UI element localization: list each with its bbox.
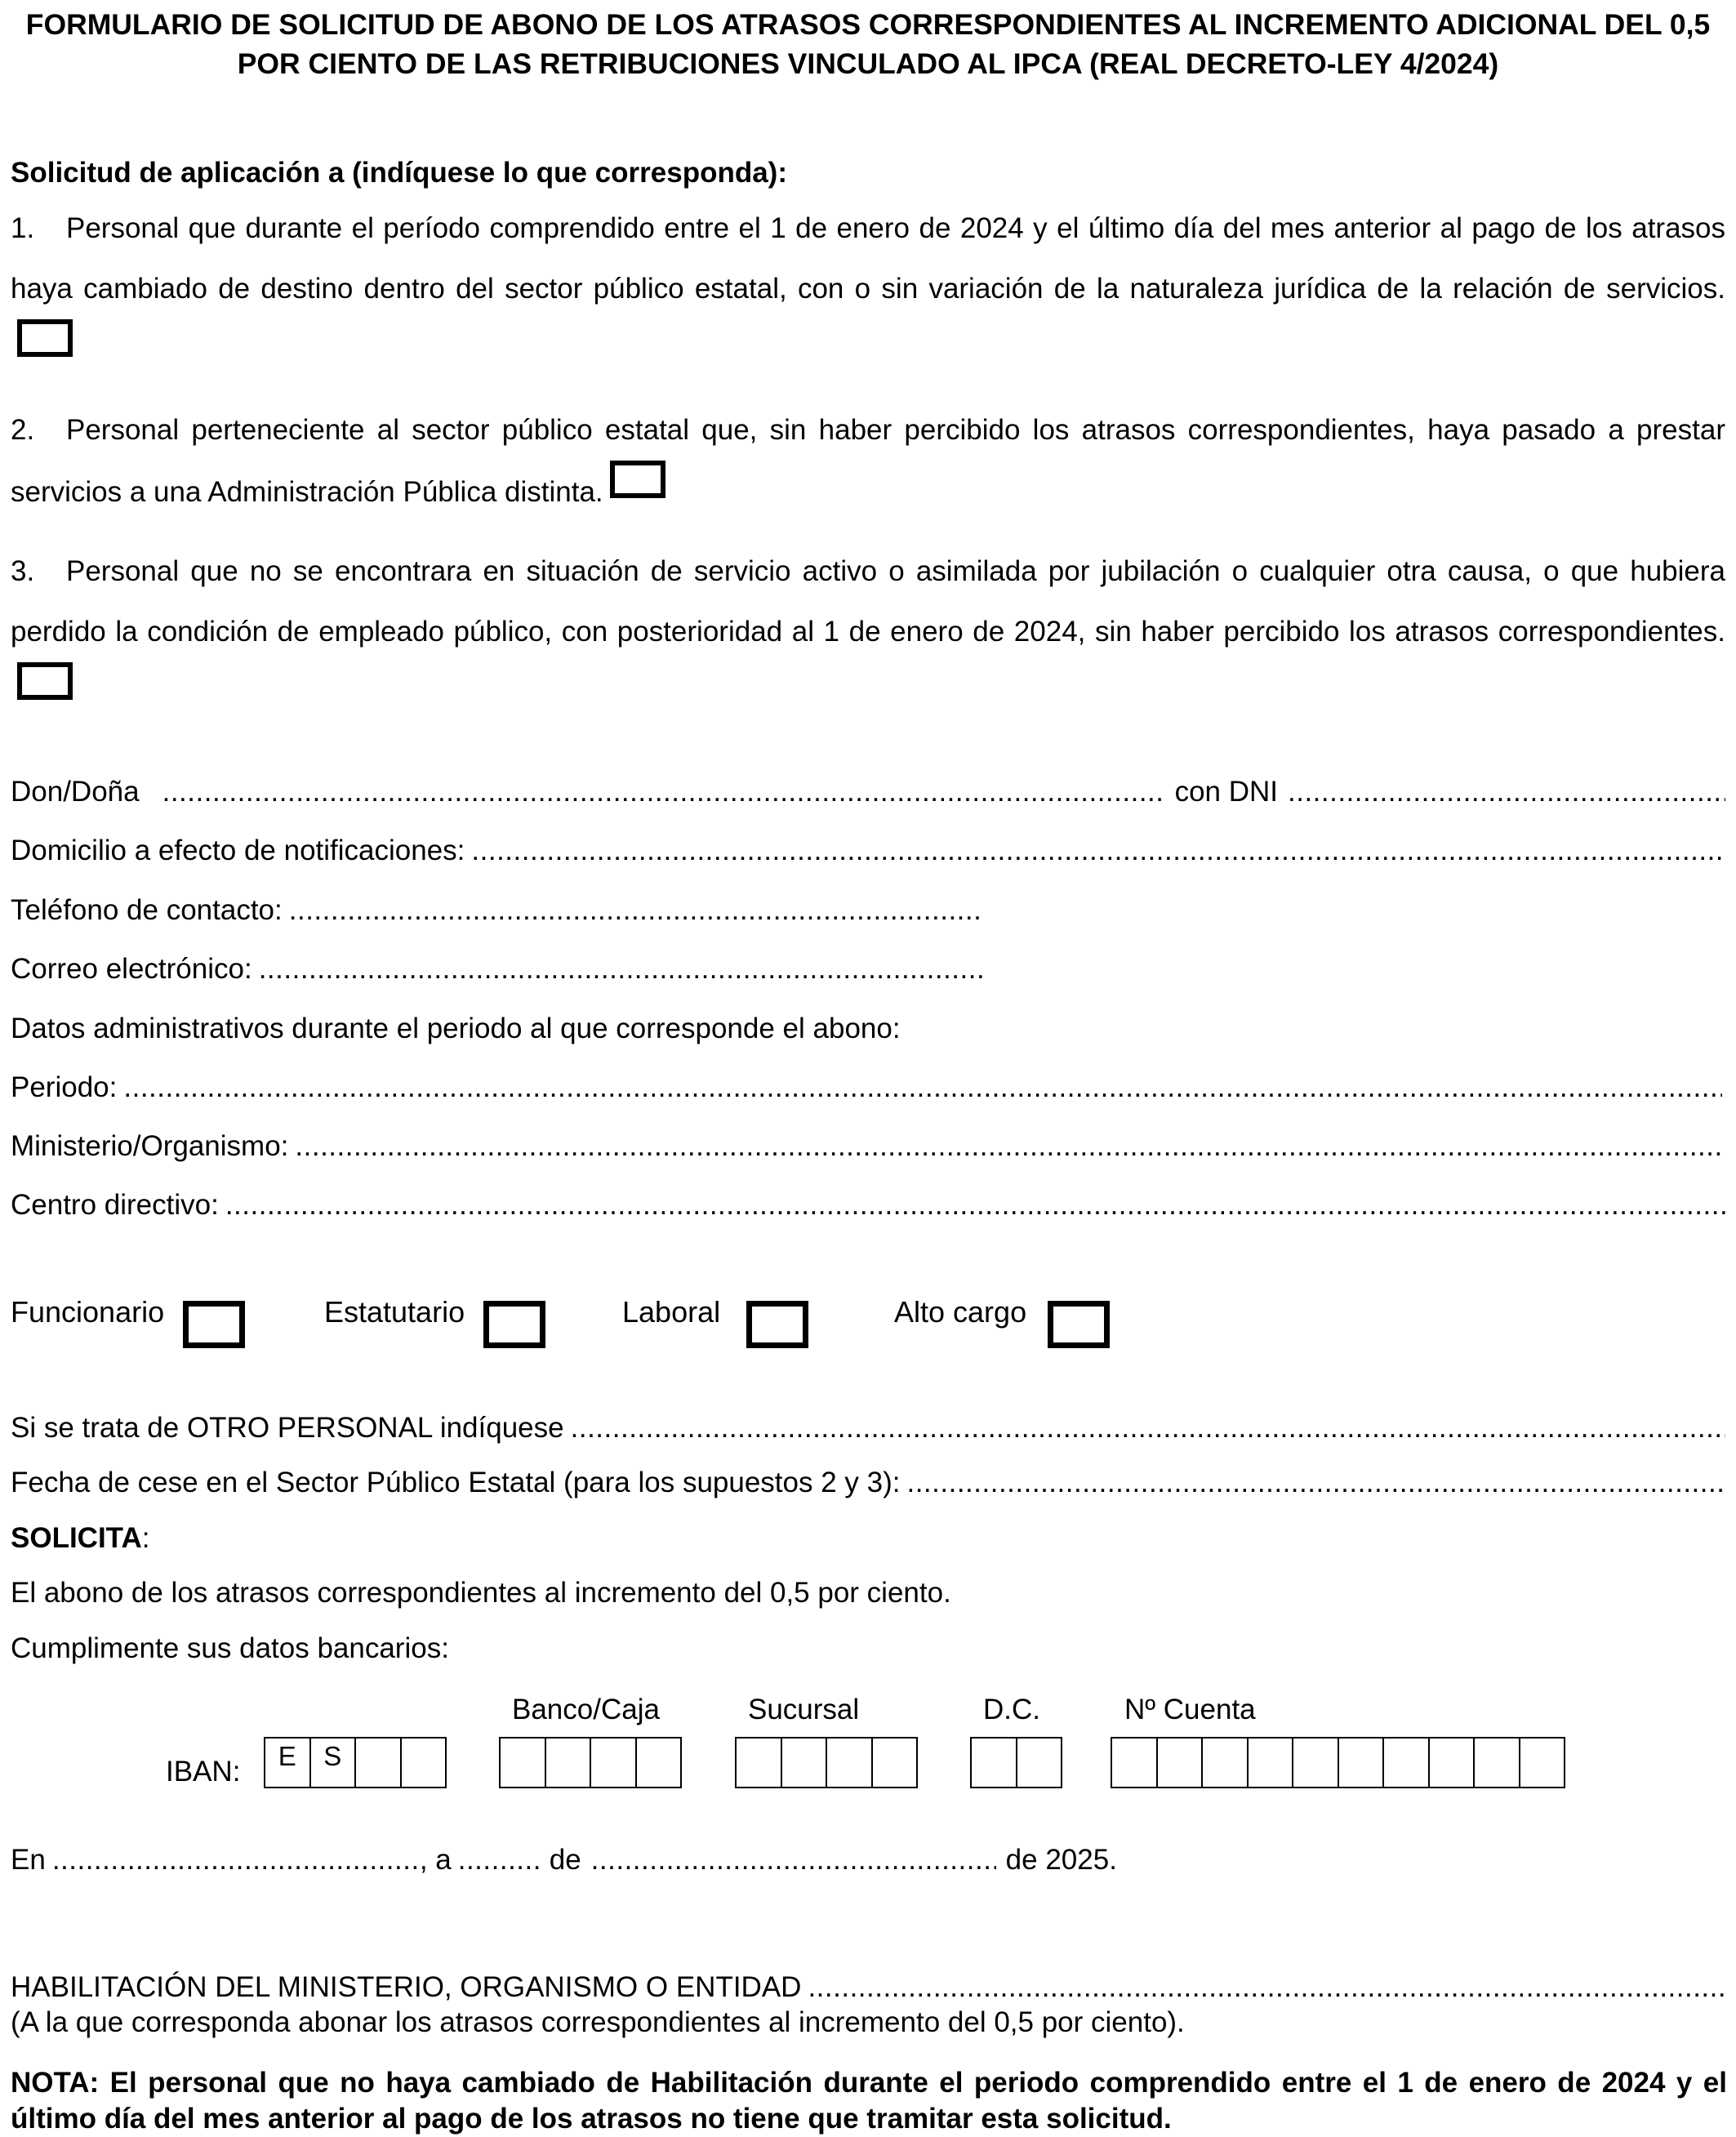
- other-staff-label: Si se trata de OTRO PERSONAL indíquese: [11, 1412, 564, 1444]
- iban-cell[interactable]: E: [264, 1737, 311, 1788]
- period-label: Periodo:: [11, 1071, 118, 1103]
- center-field[interactable]: [225, 1187, 1725, 1223]
- day-field[interactable]: [458, 1842, 540, 1878]
- cessation-label: Fecha de cese en el Sector Público Estatal (para los supuestos 2 y 3):: [11, 1467, 901, 1498]
- account-cell[interactable]: [1338, 1737, 1385, 1788]
- solicita-colon: :: [141, 1522, 150, 1554]
- bank-cell[interactable]: [545, 1737, 592, 1788]
- address-field[interactable]: [471, 833, 1725, 869]
- account-cell[interactable]: [1247, 1737, 1294, 1788]
- account-cell[interactable]: [1201, 1737, 1249, 1788]
- bank-header: Banco/Caja: [512, 1694, 660, 1725]
- option-1-number: 1.: [11, 212, 35, 244]
- account-cell[interactable]: [1156, 1737, 1204, 1788]
- dc-header: D.C.: [983, 1694, 1040, 1725]
- month-field[interactable]: [591, 1842, 996, 1878]
- phone-label: Teléfono de contacto:: [11, 894, 283, 926]
- other-staff-field[interactable]: [571, 1410, 1725, 1446]
- branch-cell[interactable]: [735, 1737, 782, 1788]
- option-3-text: Personal que no se encontrara en situación de servicio activo o asimilada por jubilación o cualquier otra causa, o que hubiera perdido la condición de empleado público, con posterioridad al 1 de enero de 2024, sin haber percibido los atrasos correspondientes.: [11, 555, 1725, 648]
- center-row: [11, 1187, 1725, 1223]
- other-staff-row: [11, 1410, 1725, 1446]
- iban-cell[interactable]: [400, 1737, 447, 1788]
- branch-cell[interactable]: [781, 1737, 828, 1788]
- dni-label: con DNI: [1174, 776, 1278, 808]
- account-cell[interactable]: [1111, 1737, 1158, 1788]
- account-cell[interactable]: [1428, 1737, 1476, 1788]
- bank-cell[interactable]: [635, 1737, 683, 1788]
- option-3: [11, 541, 1725, 724]
- period-field[interactable]: [123, 1070, 1722, 1106]
- phone-field[interactable]: [289, 893, 984, 928]
- staff-type-alto-cargo-checkbox[interactable]: [1048, 1301, 1110, 1348]
- account-header: Nº Cuenta: [1124, 1694, 1256, 1725]
- option-2-number: 2.: [11, 414, 35, 446]
- name-field[interactable]: [162, 774, 1165, 810]
- option-3-checkbox[interactable]: [17, 662, 73, 700]
- account-cell[interactable]: [1382, 1737, 1430, 1788]
- ministry-row: [11, 1129, 1725, 1164]
- address-row: [11, 833, 1725, 869]
- phone-row: [11, 893, 984, 928]
- email-label: Correo electrónico:: [11, 953, 252, 985]
- email-field[interactable]: [259, 951, 984, 987]
- admin-data-label: Datos administrativos durante el periodo al que corresponde el abono:: [11, 1013, 901, 1044]
- nota: NOTA: El personal que no haya cambiado de Habilitación durante el periodo comprendido entre el 1 de enero de 2024 y el último día del mes anterior al pago de los atrasos no tiene que tramitar esta solicitud.: [11, 2067, 1727, 2135]
- account-cell[interactable]: [1519, 1737, 1566, 1788]
- staff-type-laboral-label: Laboral: [622, 1295, 721, 1329]
- dc-grid: [970, 1737, 1062, 1788]
- staff-type-funcionario-label: Funcionario: [11, 1295, 165, 1329]
- staff-type-alto-cargo-label: Alto cargo: [894, 1295, 1027, 1329]
- branch-code-grid: [735, 1737, 918, 1788]
- name-label: Don/Doña: [11, 776, 140, 808]
- option-1: [11, 198, 1725, 381]
- iban-cell[interactable]: S: [309, 1737, 357, 1788]
- iban-cell[interactable]: [354, 1737, 402, 1788]
- staff-type-estatutario-label: Estatutario: [324, 1295, 465, 1329]
- place-label: En: [11, 1844, 46, 1876]
- name-row: [11, 774, 1725, 810]
- branch-cell[interactable]: [871, 1737, 919, 1788]
- option-2: [11, 400, 1725, 523]
- branch-cell[interactable]: [826, 1737, 873, 1788]
- staff-type-funcionario-checkbox[interactable]: [183, 1301, 245, 1348]
- habilitacion-field[interactable]: [808, 1970, 1725, 2006]
- option-1-text: Personal que durante el período comprendido entre el 1 de enero de 2024 y el último día del mes anterior al pago de los atrasos haya cambiado de destino dentro del sector público estatal, con o sin variación de la naturaleza jurídica de la relación de servicios.: [11, 212, 1725, 305]
- day-label: , a: [419, 1844, 452, 1876]
- habilitacion-row: [11, 1970, 1725, 2006]
- option-1-checkbox[interactable]: [17, 319, 73, 357]
- bank-prompt: Cumplimente sus datos bancarios:: [11, 1632, 449, 1664]
- ministry-field[interactable]: [295, 1129, 1725, 1164]
- account-cell[interactable]: [1292, 1737, 1339, 1788]
- bank-cell[interactable]: [590, 1737, 637, 1788]
- place-date-row: [11, 1842, 1170, 1878]
- center-label: Centro directivo:: [11, 1189, 219, 1221]
- cessation-field[interactable]: [906, 1465, 1725, 1501]
- option-2-checkbox[interactable]: [610, 461, 665, 498]
- solicita-label: SOLICITA: [11, 1522, 142, 1554]
- email-row: [11, 951, 984, 987]
- address-label: Domicilio a efecto de notificaciones:: [11, 835, 465, 866]
- option-2-text: Personal perteneciente al sector público estatal que, sin haber percibido los atrasos correspondientes, haya pasado a prestar servicios a una Administración Pública distinta.: [11, 414, 1725, 508]
- option-3-number: 3.: [11, 555, 35, 587]
- bank-cell[interactable]: [499, 1737, 546, 1788]
- section-heading: Solicitud de aplicación a (indíquese lo que corresponda):: [11, 157, 787, 189]
- staff-type-estatutario-checkbox[interactable]: [483, 1301, 545, 1348]
- place-field[interactable]: [52, 1842, 420, 1878]
- bank-code-grid: [499, 1737, 682, 1788]
- habilitacion-note: (A la que corresponda abonar los atrasos correspondientes al incremento del 0,5 por ciento).: [11, 2006, 1185, 2038]
- account-cell[interactable]: [1473, 1737, 1520, 1788]
- dc-cell[interactable]: [1016, 1737, 1063, 1788]
- dc-cell[interactable]: [970, 1737, 1017, 1788]
- solicita-heading: [11, 1520, 149, 1556]
- branch-header: Sucursal: [748, 1694, 860, 1725]
- account-number-grid: [1111, 1737, 1565, 1788]
- month-label: de: [549, 1844, 581, 1876]
- iban-prefix-grid: [264, 1737, 447, 1788]
- cessation-row: [11, 1465, 1725, 1501]
- period-row: [11, 1070, 1722, 1106]
- iban-label: IBAN:: [166, 1756, 241, 1788]
- form-title: FORMULARIO DE SOLICITUD DE ABONO DE LOS ATRASOS CORRESPONDIENTES AL INCREMENTO ADICIONAL DEL 0,5 POR CIENTO DE LAS RETRIBUCIONES VINCULADO AL IPCA (REAL DECRETO-LEY 4/2024): [25, 8, 1711, 80]
- staff-type-laboral-checkbox[interactable]: [746, 1301, 808, 1348]
- dni-field[interactable]: [1288, 774, 1725, 810]
- year-label: de 2025.: [1005, 1844, 1117, 1876]
- habilitacion-label: HABILITACIÓN DEL MINISTERIO, ORGANISMO O ENTIDAD: [11, 1971, 802, 2003]
- ministry-label: Ministerio/Organismo:: [11, 1130, 289, 1162]
- request-text: El abono de los atrasos correspondientes al incremento del 0,5 por ciento.: [11, 1577, 951, 1609]
